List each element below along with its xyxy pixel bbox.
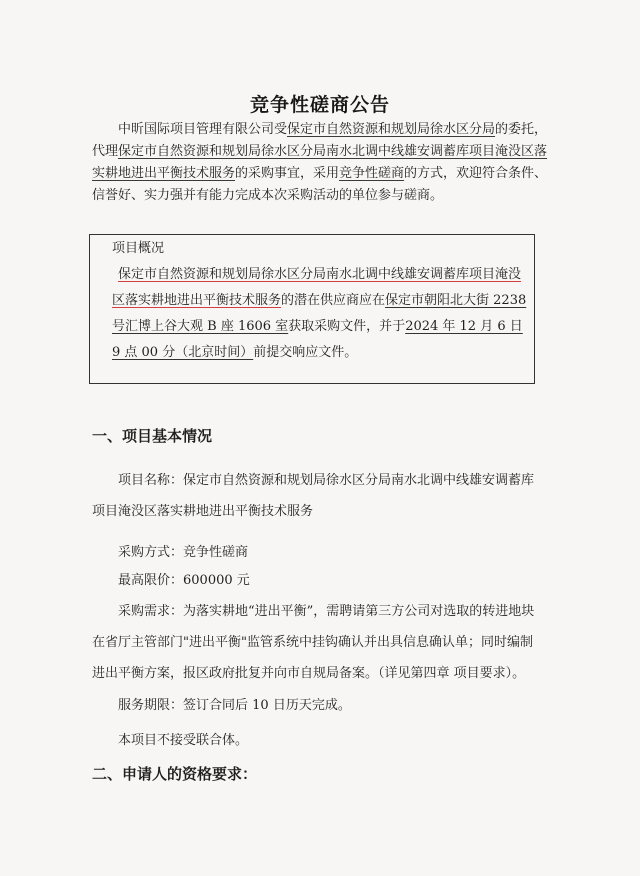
overview-heading: 项目概况 <box>112 241 165 256</box>
overview-text-2: 获取采购文件，并于 <box>288 319 406 334</box>
procurement-need-value: 为落实耕地“进出平衡”，需聘请第三方公司对选取的转进地块在省厅主管部门"进出平衡"监管系统中挂钩确认并出具信息确认单；同时编制进出平衡方案，报区政府批复并向市自规局备案。（详见第四章 项目要求）。 <box>92 604 535 681</box>
overview-address: 保定市朝阳北大街 2238 号汇博上谷大观 B 座 1606 室 <box>112 293 527 334</box>
intro-text-3: 的采购事宜，采用 <box>235 166 340 181</box>
price-limit-label: 最高限价： <box>118 573 184 588</box>
overview-text-3: 前提交响应文件。 <box>253 345 358 360</box>
intro-text-4: 的方式，欢迎符合条件、信誉好、实力强并有能力完成本次采购活动的单位参与磋商。 <box>92 166 548 203</box>
project-overview-box <box>89 234 535 384</box>
project-name-label: 项目名称： <box>118 473 184 488</box>
service-term-label: 服务期限： <box>118 698 184 713</box>
section-2-heading: 二、申请人的资格要求： <box>92 765 258 783</box>
price-limit-value: 600000 元 <box>183 573 250 588</box>
intro-project-name: 保定市自然资源和规划局徐水区分局南水北调中线雄安调蓄库项目淹没区落实耕地进出平衡技术服务 <box>92 144 548 181</box>
overview-project-name: 保定市自然资源和规划局徐水区分局南水北调中线雄安调蓄库项目淹没区落实耕地进出平衡技术服务 <box>112 267 522 308</box>
project-name-value: 保定市自然资源和规划局徐水区分局南水北调中线雄安调蓄库项目淹没区落实耕地进出平衡技术服务 <box>92 473 535 519</box>
procurement-method-value: 竞争性磋商 <box>183 545 249 560</box>
intro-paragraph <box>92 119 548 207</box>
service-term-row <box>92 690 540 721</box>
procurement-need-label: 采购需求： <box>118 604 184 619</box>
intro-procurement-method: 竞争性磋商 <box>339 166 405 181</box>
project-name-row <box>92 465 540 527</box>
page-title: 竞争性磋商公告 <box>249 94 390 116</box>
procurement-method-row <box>92 537 540 568</box>
service-term-value: 签订合同后 10 日历天完成。 <box>183 698 351 713</box>
overview-text-1: 的潜在供应商应在 <box>281 293 386 308</box>
procurement-method-label: 采购方式： <box>118 545 184 560</box>
intro-text-2: 的委托，代理 <box>92 122 548 159</box>
section-1-heading: 一、项目基本情况 <box>92 427 213 445</box>
intro-text-1: 中昕国际项目管理有限公司受 <box>118 122 288 137</box>
intro-entrusting-party: 保定市自然资源和规划局徐水区分局 <box>287 122 496 137</box>
no-consortium-note: 本项目不接受联合体。 <box>118 733 249 748</box>
procurement-need-row <box>92 596 540 689</box>
overview-deadline: 2024 年 12 月 6 日 9 点 00 分（北京时间） <box>112 319 523 360</box>
price-limit-row <box>92 565 540 596</box>
overview-body <box>90 262 528 366</box>
